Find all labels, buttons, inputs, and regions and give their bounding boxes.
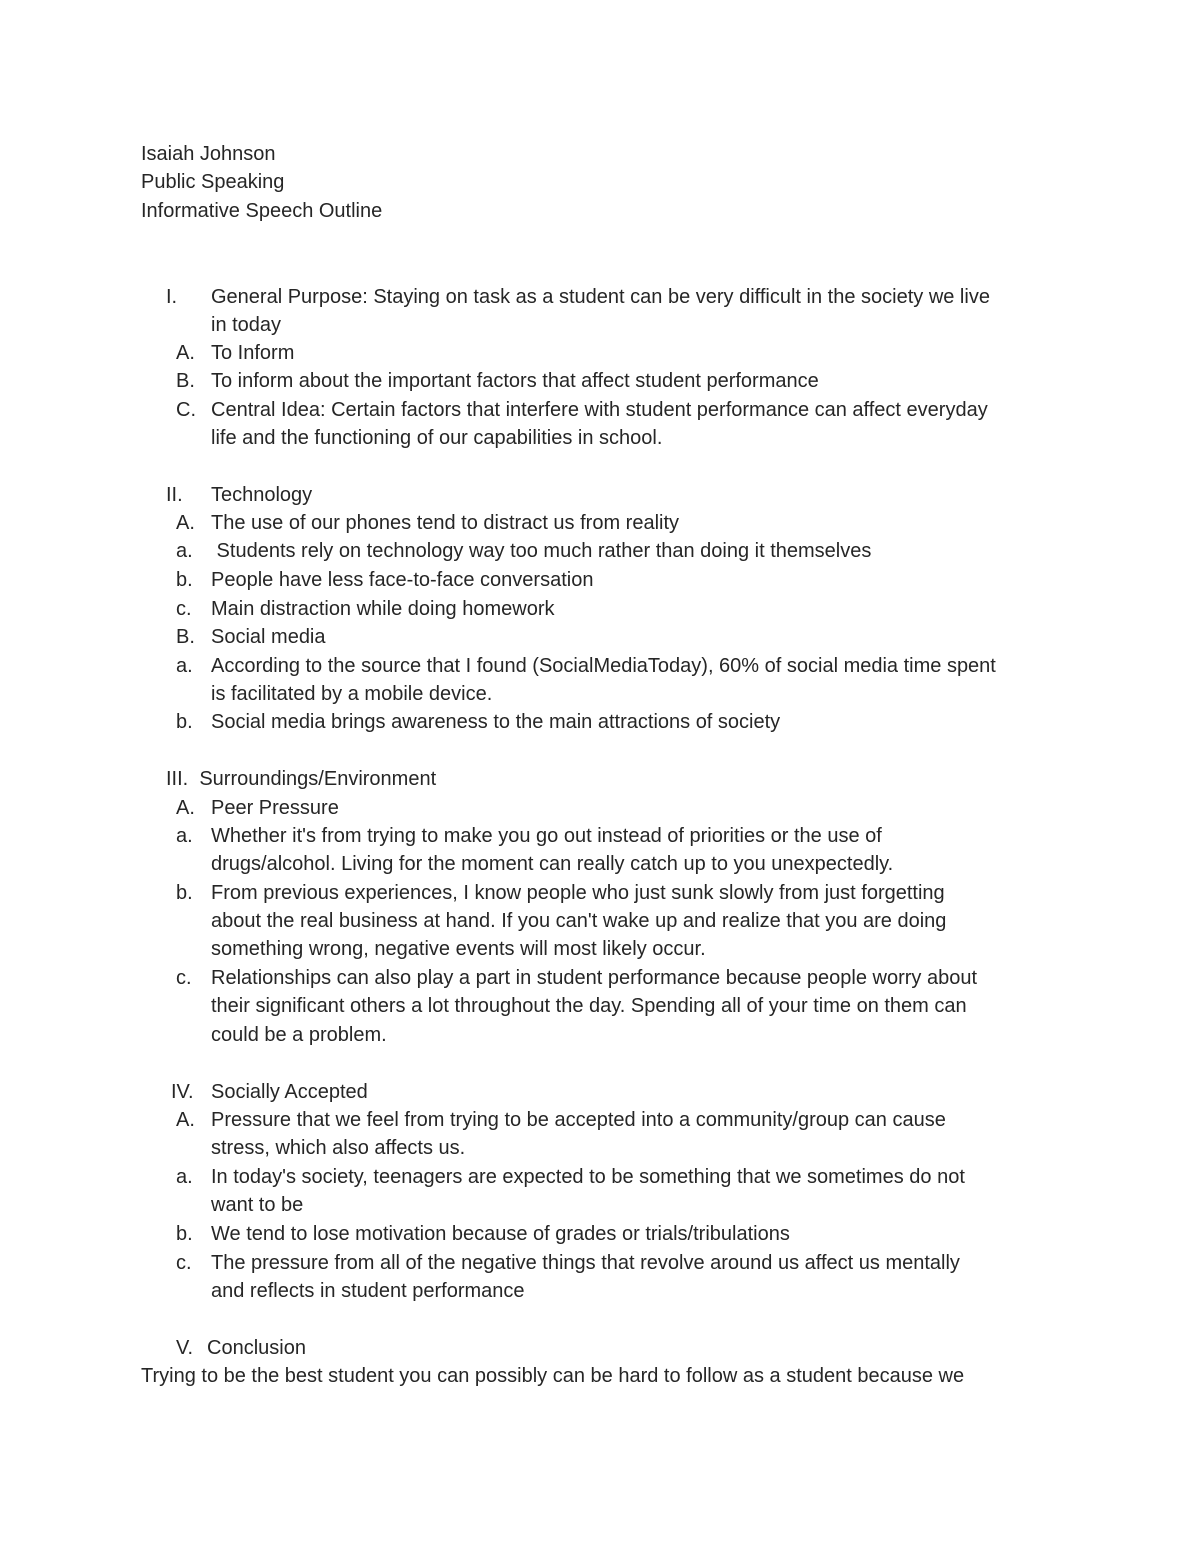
subpoint-text: The use of our phones tend to distract us from reality [211, 512, 680, 534]
subpoint-marker: B. [176, 626, 195, 648]
detail-marker: b. [176, 1223, 193, 1245]
subpoint-marker: A. [176, 512, 195, 534]
detail-marker: a. [176, 540, 193, 562]
section-title: Conclusion [207, 1337, 306, 1359]
detail-text: and reflects in student performance [211, 1280, 525, 1302]
section-numeral: V. [176, 1337, 194, 1359]
section-heading: III. Surroundings/Environment [166, 768, 437, 790]
detail-marker: b. [176, 569, 193, 591]
course-name: Public Speaking [141, 171, 285, 193]
subpoint-text: Social media [211, 626, 326, 648]
detail-marker: c. [176, 1252, 192, 1274]
conclusion-paragraph: Trying to be the best student you can possibly can be hard to follow as a student because we [141, 1365, 965, 1387]
subpoint-text: To Inform [211, 342, 295, 364]
subpoint-marker: A. [176, 1109, 195, 1131]
detail-text: The pressure from all of the negative things that revolve around us affect us mentally [211, 1252, 960, 1274]
subpoint-marker: A. [176, 342, 195, 364]
detail-text: According to the source that I found (SocialMediaToday), 60% of social media time spent [211, 655, 996, 677]
detail-marker: a. [176, 1166, 193, 1188]
detail-text: Whether it's from trying to make you go out instead of priorities or the use of [211, 825, 882, 847]
section-text: in today [211, 314, 282, 336]
detail-marker: b. [176, 711, 193, 733]
subpoint-text: stress, which also affects us. [211, 1137, 466, 1159]
detail-text: is facilitated by a mobile device. [211, 683, 493, 705]
detail-text: Main distraction while doing homework [211, 598, 555, 620]
subpoint-text: Pressure that we feel from trying to be accepted into a community/group can cause [211, 1109, 946, 1131]
detail-text: Students rely on technology way too much rather than doing it themselves [211, 540, 872, 562]
detail-text: Social media brings awareness to the main attractions of society [211, 711, 781, 733]
detail-marker: c. [176, 967, 192, 989]
detail-text: In today's society, teenagers are expected to be something that we sometimes do not [211, 1166, 965, 1188]
subpoint-marker: A. [176, 797, 195, 819]
detail-text: From previous experiences, I know people who just sunk slowly from just forgetting [211, 882, 945, 904]
section-title: Socially Accepted [211, 1081, 368, 1103]
subpoint-text: Peer Pressure [211, 797, 339, 819]
detail-marker: b. [176, 882, 193, 904]
subpoint-text: To inform about the important factors that affect student performance [211, 370, 819, 392]
section-title: Technology [211, 484, 313, 506]
assignment-title: Informative Speech Outline [141, 200, 383, 222]
subpoint-text: life and the functioning of our capabilities in school. [211, 427, 663, 449]
detail-text: could be a problem. [211, 1024, 387, 1046]
subpoint-marker: B. [176, 370, 195, 392]
detail-marker: c. [176, 598, 192, 620]
detail-text: People have less face-to-face conversation [211, 569, 594, 591]
section-text: General Purpose: Staying on task as a student can be very difficult in the society we live [211, 286, 990, 308]
detail-text: something wrong, negative events will most likely occur. [211, 938, 706, 960]
section-numeral: IV. [171, 1081, 194, 1103]
detail-marker: a. [176, 655, 193, 677]
section-numeral: I. [166, 286, 178, 308]
subpoint-text: Central Idea: Certain factors that interfere with student performance can affect everyday [211, 399, 988, 421]
detail-text: drugs/alcohol. Living for the moment can really catch up to you unexpectedly. [211, 853, 894, 875]
author-name: Isaiah Johnson [141, 143, 276, 165]
detail-text: want to be [211, 1194, 304, 1216]
detail-text: about the real business at hand. If you can't wake up and realize that you are doing [211, 910, 947, 932]
detail-marker: a. [176, 825, 193, 847]
detail-text: Relationships can also play a part in student performance because people worry about [211, 967, 978, 989]
detail-text: We tend to lose motivation because of grades or trials/tribulations [211, 1223, 790, 1245]
subpoint-marker: C. [176, 399, 196, 421]
detail-text: their significant others a lot throughout the day. Spending all of your time on them can [211, 995, 967, 1017]
section-numeral: II. [166, 484, 183, 506]
